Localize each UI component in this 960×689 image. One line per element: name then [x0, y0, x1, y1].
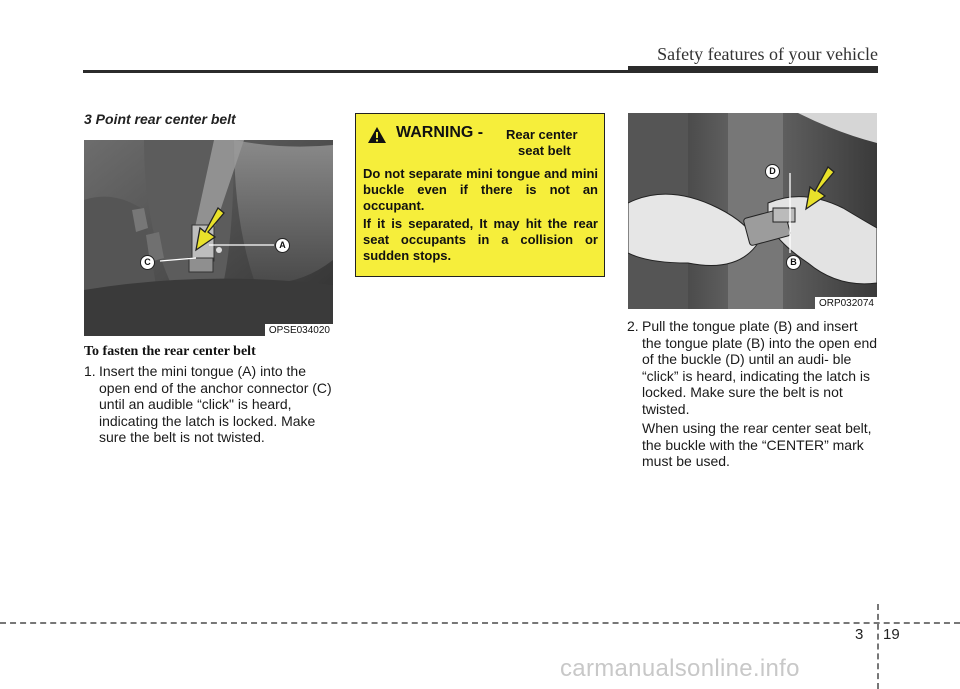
step-1: [84, 363, 334, 446]
callout-d: D: [765, 164, 780, 179]
figure-rear-belt-anchor: [84, 140, 333, 336]
footer-rule: [0, 622, 960, 624]
running-header: Safety features of your vehicle: [657, 44, 878, 64]
figure-buckle-insert: [628, 113, 877, 309]
warning-box: [355, 113, 605, 277]
callout-a: A: [275, 238, 290, 253]
warning-subject-line-1: Rear center: [506, 127, 578, 142]
footer-divider: [877, 604, 879, 689]
figure-caption: OPSE034020: [265, 324, 333, 336]
warning-paragraph-2: If it is separated, It may hit the rear seat occupants in a collision or sudden stops.: [363, 216, 598, 263]
section-title: 3 Point rear center belt: [84, 111, 236, 127]
step-number: 2.: [627, 318, 639, 334]
leader-lines: [84, 140, 333, 336]
page-number: 19: [883, 626, 900, 643]
buckle-illustration: [628, 113, 877, 309]
step-number: 1.: [84, 363, 96, 379]
watermark: carmanualsonline.info: [560, 655, 800, 682]
step-2: [627, 318, 879, 470]
warning-triangle-icon: [367, 126, 387, 144]
step-note: When using the rear center seat belt, the buckle with the “CENTER” mark must be used.: [642, 420, 872, 469]
warning-paragraph-1: Do not separate mini tongue and mini buckle even if there is not an occupant.: [363, 166, 598, 213]
step-text: Insert the mini tongue (A) into the open end of the anchor connector (C) until an audible “click" is heard, indicating the latch is locked. Make sure the belt is not twisted.: [99, 363, 332, 445]
callout-c: C: [140, 255, 155, 270]
instructions-subhead: To fasten the rear center belt: [84, 344, 256, 359]
warning-label: WARNING -: [396, 124, 484, 141]
chapter-number: 3: [855, 626, 864, 643]
warning-header: [363, 122, 598, 166]
callout-b: B: [786, 255, 801, 270]
yellow-arrow-icon: [798, 165, 838, 211]
warning-subject-line-2: seat belt: [518, 143, 571, 158]
figure-caption: ORP032074: [815, 297, 877, 309]
header-rule: [83, 70, 878, 73]
step-text: Pull the tongue plate (B) and insert the tongue plate (B) into the open end of the buckle (D) until an audi- ble “click” is heard, indicating the latch is locked. Make sure the belt is not twisted.: [642, 318, 878, 417]
